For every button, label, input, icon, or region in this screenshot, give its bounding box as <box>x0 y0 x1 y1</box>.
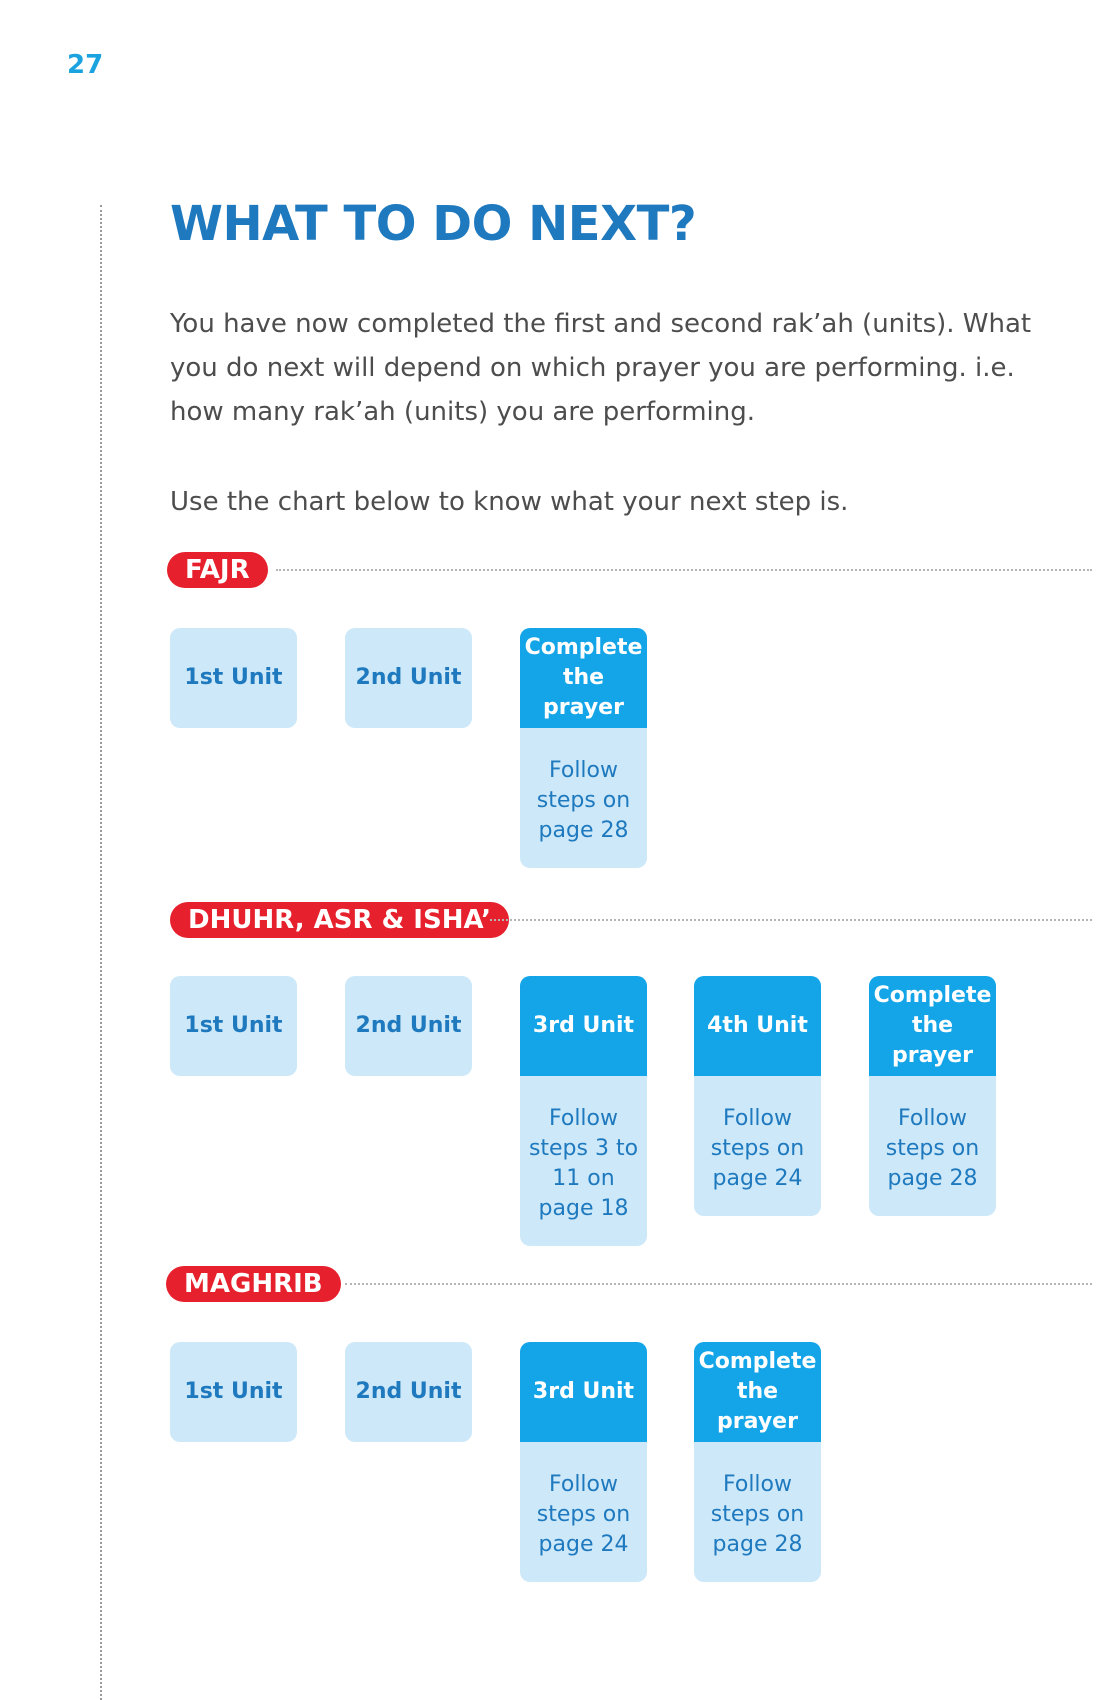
unit-card-active <box>520 1342 647 1582</box>
unit-card-title: 2nd Unit <box>355 1379 462 1404</box>
unit-card-title: 4th Unit <box>694 976 821 1076</box>
unit-card <box>345 628 472 728</box>
unit-card-instruction: Follow steps on page 24 <box>536 1472 631 1557</box>
unit-card-title: Complete the prayer <box>520 628 647 728</box>
unit-card-title: Complete the prayer <box>694 1342 821 1442</box>
section-header <box>0 1262 1100 1306</box>
unit-card-active <box>694 1342 821 1582</box>
unit-card-active <box>869 976 996 1216</box>
unit-card-title: 2nd Unit <box>355 665 462 690</box>
unit-card-instruction: Follow steps on page 28 <box>710 1472 805 1557</box>
unit-card <box>345 976 472 1076</box>
unit-card-instruction: Follow steps 3 to 11 on page 18 <box>528 1106 639 1221</box>
unit-card-title: 1st Unit <box>184 1013 283 1038</box>
unit-card-active <box>520 976 647 1246</box>
unit-card-title: 2nd Unit <box>355 1013 462 1038</box>
unit-card-title: 1st Unit <box>184 665 283 690</box>
unit-card-active <box>520 628 647 868</box>
unit-card-title: Complete the prayer <box>869 976 996 1076</box>
page-number: 27 <box>67 50 104 80</box>
unit-card <box>170 1342 297 1442</box>
margin-dotted-line <box>100 205 102 1700</box>
unit-card-title: 3rd Unit <box>520 1342 647 1442</box>
page-title: WHAT TO DO NEXT? <box>170 196 697 252</box>
unit-card-instruction: Follow steps on page 24 <box>710 1106 805 1191</box>
dotted-divider <box>490 919 1092 921</box>
unit-card-instruction: Follow steps on page 28 <box>885 1106 980 1191</box>
prayer-label: DHUHR, ASR & ISHA’ <box>170 902 509 938</box>
unit-card-title: 3rd Unit <box>520 976 647 1076</box>
instruction-text: Use the chart below to know what your next step is. <box>170 487 849 517</box>
unit-card-title: 1st Unit <box>184 1379 283 1404</box>
prayer-label: MAGHRIB <box>166 1266 341 1302</box>
section-header <box>0 898 1100 942</box>
dotted-divider <box>276 569 1092 571</box>
intro-paragraph: You have now completed the first and second rak’ah (units). What you do next will depend on which prayer you are performing. i.e. how many rak’ah (units) you are performing. <box>170 309 1032 427</box>
prayer-label: FAJR <box>167 552 268 588</box>
dotted-divider <box>345 1283 1092 1285</box>
section-header <box>0 548 1100 592</box>
unit-card <box>170 976 297 1076</box>
unit-card <box>170 628 297 728</box>
unit-card-active <box>694 976 821 1216</box>
unit-card <box>345 1342 472 1442</box>
unit-card-instruction: Follow steps on page 28 <box>536 758 631 843</box>
